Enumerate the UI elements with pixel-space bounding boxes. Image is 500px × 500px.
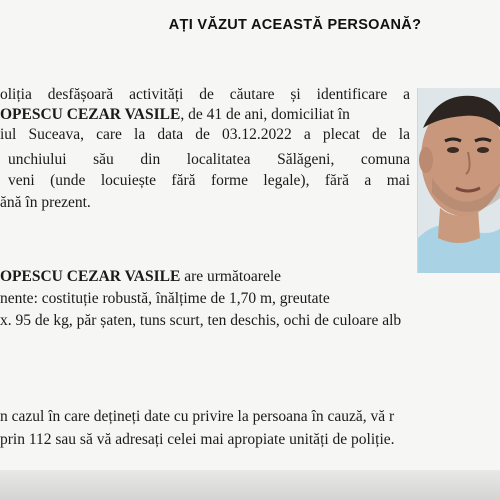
para1-line4: unchiului său din localitatea Sălăgeni, comuna	[8, 151, 410, 168]
para1-line6: ănă în prezent.	[0, 194, 91, 211]
notice-title: AȚI VĂZUT ACEASTĂ PERSOANĂ?	[168, 17, 422, 33]
missing-person-photo	[417, 88, 500, 273]
para2-line1-rest: are următoarele	[180, 268, 282, 285]
person-name-2: OPESCU CEZAR VASILE	[0, 268, 181, 285]
para1-line5: veni (unde locuiește fără forme legale), fără a mai	[8, 172, 410, 189]
para2-line2: nente: costituție robustă, înălțime de 1,70 m, greutate	[0, 290, 330, 307]
para1-line1: oliția desfășoară activități de căutare și identificare a	[0, 86, 410, 103]
person-name: OPESCU CEZAR VASILE	[0, 106, 181, 123]
para2-line1	[0, 267, 281, 287]
para1-line2-rest: , de 41 de ani, domiciliat în	[180, 106, 350, 123]
para2-line3: x. 95 de kg, păr șaten, tuns scurt, ten deschis, ochi de culoare alb	[0, 312, 402, 329]
para3-line2: prin 112 sau să vă adresați celei mai apropiate unități de poliție.	[0, 431, 395, 448]
para1-line3: iul Suceava, care la data de 03.12.2022 a plecat de la	[0, 126, 410, 143]
para1-line2	[0, 105, 410, 125]
para3-line1: n cazul în care dețineți date cu privire la persoana în cauză, vă r	[0, 408, 395, 425]
bottom-edge	[0, 470, 500, 500]
